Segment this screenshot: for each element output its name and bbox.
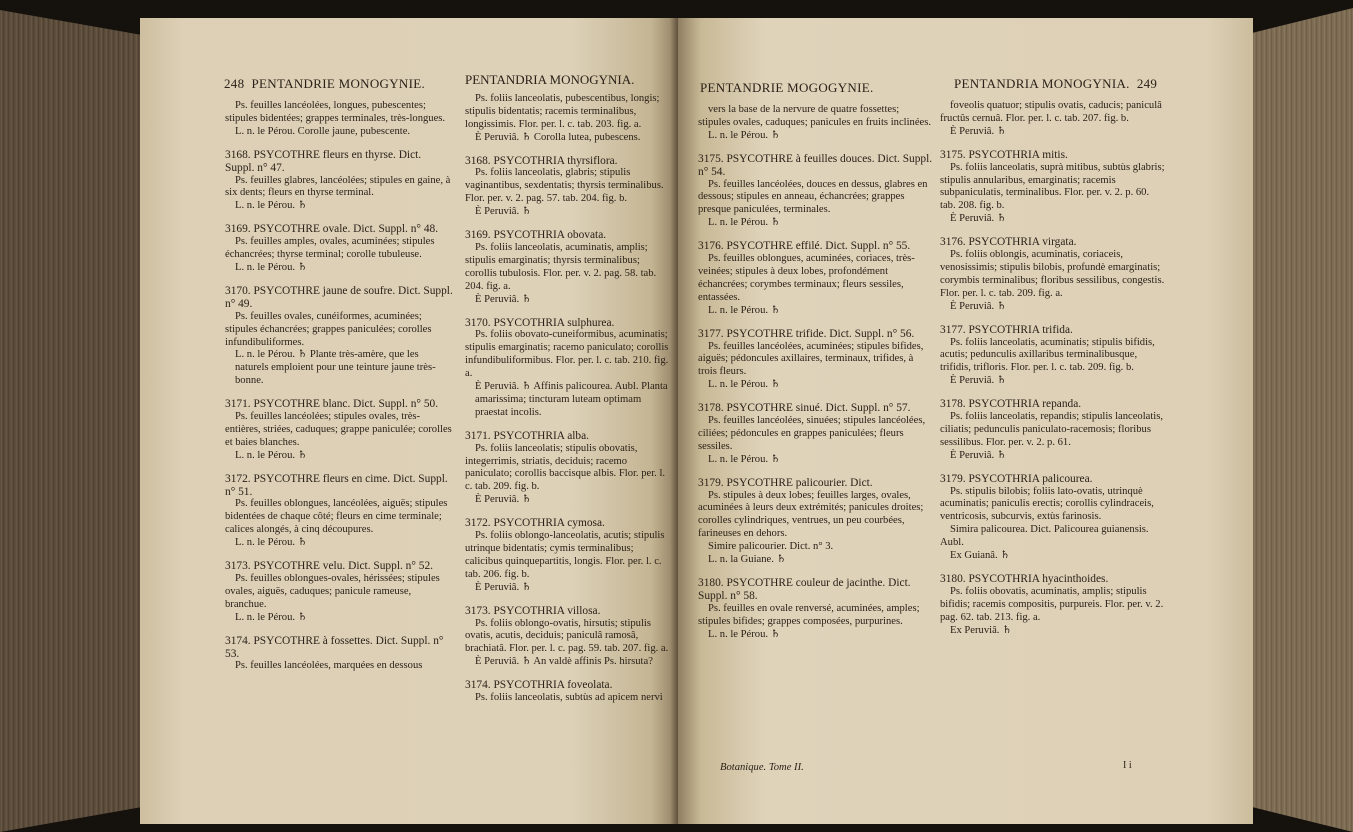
habitat-line: È Peruviâ. ♄ [950, 125, 1007, 137]
right-page-stack [1253, 8, 1353, 832]
running-title: PENTANDRIA MONOGYNIA. [465, 72, 635, 87]
entry-heading: 3169. PSYCOTHRIA obovata. [465, 229, 607, 242]
entry-text: Ps. stipules à deux lobes; feuilles larges, ovales, acuminées à leurs deux extrémités; panicules droites; corolles cylindriques, ventrues, un peu courbées, farineuses en dehors. [698, 489, 924, 540]
habitat-line: È Peruviâ. ♄ [475, 206, 532, 218]
entry-heading: 3174. PSYCOTHRE à fossettes. Dict. Suppl. n° 53. [225, 634, 444, 660]
entry-heading: 3172. PSYCOTHRIA cymosa. [465, 517, 605, 530]
entry-heading: 3168. PSYCOTHRIA thyrsiflora. [465, 154, 618, 167]
habitat-line: Ex Peruviâ. ♄ [950, 624, 1012, 636]
entry-heading: 3177. PSYCOTHRIA trifida. [940, 323, 1073, 336]
entry-text: Ps. feuilles glabres, lancéolées; stipules en gaine, à six dents; fleurs en thyrse terminal. [225, 174, 451, 199]
entry-text: Simira palicourea. Dict. Palicourea guianensis. Aubl. [940, 524, 1149, 549]
signature-mark: I i [1123, 760, 1132, 771]
habitat-line: L. n. le Pérou. ♄ [708, 129, 781, 141]
habitat-line: L. n. le Pérou. ♄ [708, 453, 781, 465]
entry-heading: 3179. PSYCOTHRE palicourier. Dict. [698, 476, 873, 489]
habitat-line: È Peruviâ. ♄ An valdè affinis Ps. hirsuta? [475, 656, 653, 668]
habitat-line: L. n. le Pérou. ♄ [235, 261, 308, 273]
entry-text: foveolis quatuor; stipulis ovatis, caducis; paniculâ fructûs cernuâ. Flor. per. l. c. tab. 207. fig. b. [940, 100, 1162, 124]
habitat-line: L. n. le Pérou. ♄ [708, 379, 781, 391]
entry-text: Ps. feuilles lancéolées, longues, pubescentes; stipules bidentées; grappes terminales, très-longues. [225, 100, 446, 124]
entry-heading: 3175. PSYCOTHRIA mitis. [940, 148, 1068, 161]
habitat-line: L. n. le Pérou. Corolle jaune, pubescente. [235, 125, 411, 137]
habitat-line: L. n. le Pérou. ♄ [708, 304, 781, 316]
running-title-left: PENTANDRIE MOGOGYNIE. [700, 80, 874, 95]
page-number: 248 [224, 76, 245, 91]
latin-column [940, 100, 1165, 648]
habitat-line: È Peruviâ. ♄ [950, 300, 1007, 312]
entry-heading: 3176. PSYCOTHRE effilé. Dict. Suppl. n° 55. [698, 240, 911, 253]
entry-text: vers la base de la nervure de quatre fossettes; stipules ovales, caduques; panicules en fruits inclinées. [698, 104, 932, 128]
entry-heading: 3179. PSYCOTHRIA palicourea. [940, 472, 1093, 485]
entry-text: Ps. feuilles lancéolées, marquées en dessous [235, 660, 423, 672]
habitat-line: L. n. le Pérou. ♄ [235, 200, 308, 212]
habitat-line: È Peruviâ. ♄ [475, 494, 532, 506]
habitat-line: È Peruviâ. ♄ Affinis palicourea. Aubl. Planta amarissima; tincturam luteam optimam praestat incolis. [475, 381, 668, 418]
habitat-line: L. n. le Pérou. ♄ [708, 628, 781, 640]
entry-text: Ps. foliis lanceolatis, acuminatis, amplis; stipulis emarginatis; thyrsis terminalibus; corollis tubulosis. Flor. per. v. 2. pag. 58. tab. 204. fig. a. [465, 241, 657, 292]
left-page-header [224, 76, 425, 92]
entry-text: Ps. foliis lanceolatis, subtùs ad apicem nervi [475, 692, 663, 704]
french-column [698, 104, 933, 652]
entry-text: Ps. feuilles en ovale renversé, acuminées, amples; stipules bifides; grappes composées, purpurines. [698, 602, 920, 627]
entry-text: Ps. feuilles lancéolées, acuminées; stipules bifides, aiguës; pédoncules axillaires, terminaux, trifides, à trois fleurs. [698, 340, 924, 378]
entry-text: Ps. feuilles lancéolées, douces en dessus, glabres en dessous; stipules en anneau, échancrées; grappes presque paniculées, terminales. [698, 178, 928, 216]
entry-text: Ps. foliis obovato-cuneiformibus, acuminatis; stipulis emarginatis; racemo paniculato; corollis infundibuliformibus. Flor. per. l. c. tab. 210. fig. a. [465, 329, 669, 380]
entry-heading: 3174. PSYCOTHRIA foveolata. [465, 679, 613, 692]
habitat-line: L. n. la Guiane. ♄ [708, 554, 787, 566]
entry-text: Ps. feuilles oblongues, lancéolées, aiguës; stipules bidentées de chaque côté; fleurs en cime terminale; calices alongés, à cinq découpures. [225, 498, 448, 536]
page-number: 249 [1136, 76, 1158, 91]
left-page [140, 18, 678, 824]
entry-text: Ps. feuilles oblongues-ovales, hérissées; stipules ovales, aiguës, caduques; panicule rameuse, branchue. [225, 573, 440, 610]
entry-text: Ps. foliis oblongo-lanceolatis, acutis; stipulis utrinque bidentatis; cymis terminalibus; calicibus quinquepartitis, longis. Flor. per. l. c. tab. 206. fig. b. [465, 530, 665, 580]
entry-text: Ps. foliis lanceolatis; stipulis obovatis, integerrimis, striatis, deciduis; racemo paniculato; corollis baccisque albis. Flor. per. l. c. tab. 209. fig. b. [465, 442, 666, 493]
entry-heading: 3176. PSYCOTHRIA virgata. [940, 236, 1077, 249]
entry-text: Ps. feuilles lancéolées, sinuées; stipules lancéolées, ciliées; pédoncules en grappes paniculées; fleurs sessiles. [698, 415, 926, 452]
entry-heading: 3168. PSYCOTHRE fleurs en thyrse. Dict. Suppl. n° 47. [225, 148, 422, 174]
entry-text: Ps. stipulis bilobis; foliis lato-ovatis, utrinquè acuminatis; paniculis erectis; corollis cylindraceis, ventricosis, subcurvis, extùs farinosis. [940, 485, 1154, 523]
habitat-line: È Peruviâ. ♄ [950, 375, 1007, 387]
right-page [678, 18, 1253, 824]
habitat-line: Ex Guianâ. ♄ [950, 550, 1010, 562]
entry-text: Ps. foliis lanceolatis, pubescentibus, longis; stipulis bidentatis; racemis terminalibus, longissimis. Flor. per. l. c. tab. 203. fig. a. [465, 92, 660, 130]
right-page-header [954, 76, 1157, 92]
entry-text: Simire palicourier. Dict. n° 3. [708, 541, 834, 553]
running-title: PENTANDRIE MONOGYNIE. [251, 76, 426, 91]
entry-text: Ps. feuilles ovales, cunéiformes, acuminées; stipules échancrées; grappes paniculées; corolles infundibuliformes. [225, 310, 432, 348]
entry-heading: 3177. PSYCOTHRE trifide. Dict. Suppl. n° 56. [698, 327, 915, 340]
entry-heading: 3180. PSYCOTHRE couleur de jacinthe. Dict. Suppl. n° 58. [698, 577, 911, 602]
entry-text: Ps. foliis lanceolatis, glabris; stipulis vaginantibus, sexdentatis; thyrsis terminalibus. Flor. per. v. 2. pag. 57. tab. 204. fig. b. [465, 167, 664, 205]
habitat-line: È Peruviâ. ♄ [950, 449, 1007, 461]
page-footer: Botanique. Tome II. [720, 762, 804, 773]
habitat-line: L. n. le Pérou. ♄ [708, 217, 781, 229]
habitat-line: È Peruviâ. ♄ [475, 581, 532, 593]
entry-heading: 3178. PSYCOTHRIA repanda. [940, 398, 1082, 411]
entry-heading: 3180. PSYCOTHRIA hyacinthoides. [940, 573, 1109, 585]
habitat-line: L. n. le Pérou. ♄ [235, 611, 308, 623]
entry-heading: 3172. PSYCOTHRE fleurs en cime. Dict. Suppl. n° 51. [225, 472, 448, 498]
entry-text: Ps. feuilles lancéolées; stipules ovales, très-entières, striées, caduques; grappe paniculée; corolles et baies blanches. [225, 411, 452, 448]
entry-text: Ps. foliis lanceolatis, suprà mitibus, subtùs glabris; stipulis annularibus, emarginatis; racemis subpaniculatis, terminalibus. Flor. per. v. 2. p. 60. tab. 208. fig. b. [940, 161, 1165, 212]
entry-heading: 3171. PSYCOTHRIA alba. [465, 429, 590, 442]
habitat-line: L. n. le Pérou. ♄ [235, 537, 308, 549]
french-column [225, 100, 453, 673]
entry-text: Ps. foliis lanceolatis, repandis; stipulis lanceolatis, ciliatis; pedunculis paniculato-racemosis; floribus sessilibus. Flor. per. v. 2. p. 61. [940, 411, 1164, 448]
entry-heading: 3169. PSYCOTHRE ovale. Dict. Suppl. n° 48. [225, 223, 439, 236]
entry-text: Ps. feuilles oblongues, acuminées, coriaces, très-veinées; stipules à deux lobes, profondément échancrées; corymbes terminaux; fleurs sessiles, entassées. [698, 253, 915, 303]
entry-heading: 3170. PSYCOTHRE jaune de soufre. Dict. Suppl. n° 49. [225, 284, 453, 310]
habitat-line: L. n. le Pérou. ♄ Plante très-amère, que les naturels emploient pour une teinture jaune très-bonne. [235, 349, 436, 387]
entry-heading: 3178. PSYCOTHRE sinué. Dict. Suppl. n° 57. [698, 402, 911, 415]
entry-text: Ps. foliis oblongis, acuminatis, coriaceis, venosissimis; stipulis bilobis, profundè emarginatis; corymbis terminalibus; floribus sessilibus, congestis. Flor. per. l. c. tab. 209. fig. a. [940, 249, 1165, 299]
entry-heading: 3171. PSYCOTHRE blanc. Dict. Suppl. n° 50. [225, 398, 439, 411]
entry-heading: 3170. PSYCOTHRIA sulphurea. [465, 316, 615, 329]
habitat-line: È Peruviâ. ♄ [950, 213, 1007, 225]
entry-text: Ps. feuilles amples, ovales, acuminées; stipules échancrées; thyrse terminal; corolle tubuleuse. [225, 236, 435, 261]
entry-heading: 3173. PSYCOTHRIA villosa. [465, 604, 601, 617]
habitat-line: L. n. le Pérou. ♄ [235, 449, 308, 461]
habitat-line: È Peruviâ. ♄ [475, 293, 532, 305]
entry-text: Ps. foliis lanceolatis, acuminatis; stipulis bifidis, acutis; pedunculis axillaribus terminalibusque, trifidis, trifloris. Flor. per. l. c. tab. 209. fig. b. [940, 336, 1155, 374]
left-page-stack [0, 10, 140, 832]
entry-text: Ps. foliis oblongo-ovatis, hirsutis; stipulis ovatis, acutis, deciduis; paniculâ ramosâ, brachiatâ. Flor. per. l. c. pag. 59. tab. 207. fig. a. [465, 617, 669, 655]
latin-column [465, 72, 670, 705]
habitat-line: È Peruviâ. ♄ Corolla lutea, pubescens. [475, 131, 641, 143]
entry-heading: 3175. PSYCOTHRE à feuilles douces. Dict. Suppl. n° 54. [698, 152, 933, 178]
running-title: PENTANDRIA MONOGYNIA. [954, 76, 1130, 91]
entry-heading: 3173. PSYCOTHRE velu. Dict. Suppl. n° 52. [225, 560, 434, 573]
entry-text: Ps. foliis obovatis, acuminatis, amplis; stipulis bifidis; racemis compositis, purpureis. Flor. per. v. 2. pag. 62. tab. 213. fig. a. [940, 585, 1164, 623]
